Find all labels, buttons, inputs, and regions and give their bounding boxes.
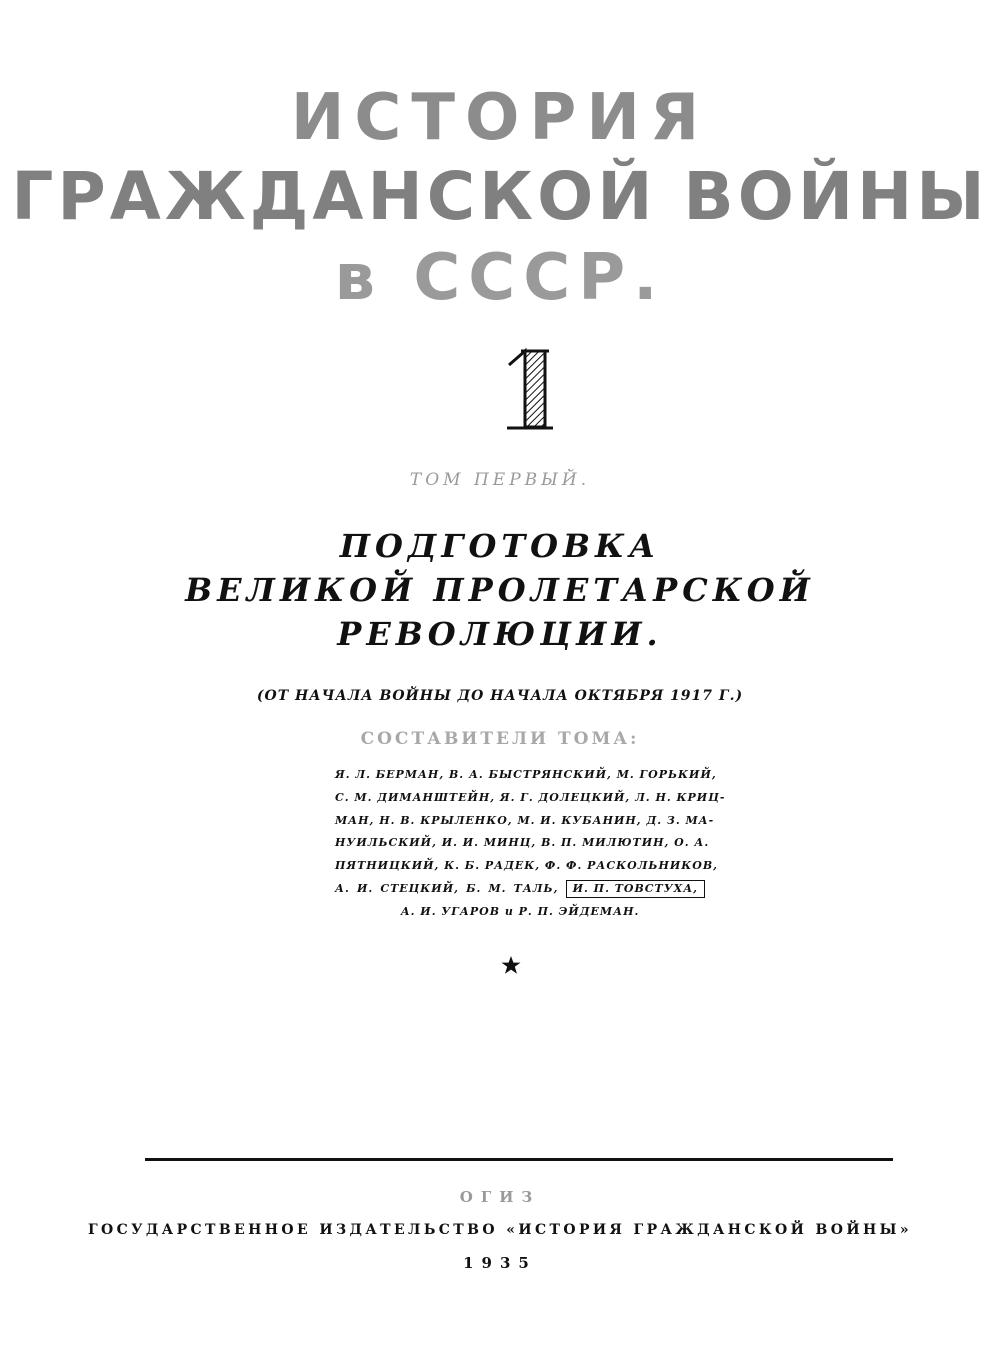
publisher-short: ОГИЗ bbox=[459, 1188, 541, 1206]
main-title-line-3: в СССР. bbox=[334, 241, 666, 315]
compilers-line: НУИЛЬСКИЙ, И. И. МИНЦ, В. П. МИЛЮТИН, О. А. bbox=[335, 836, 710, 850]
star-icon bbox=[501, 955, 521, 975]
publisher-full: ГОСУДАРСТВЕННОЕ ИЗДАТЕЛЬСТВО «ИСТОРИЯ ГРАЖДАНСКОЙ ВОЙНЫ» bbox=[87, 1222, 913, 1238]
compilers-line-with-box bbox=[335, 878, 705, 901]
compilers-list bbox=[335, 764, 726, 924]
period-note: (ОТ НАЧАЛА ВОЙНЫ ДО НАЧАЛА ОКТЯБРЯ 1917 Г.) bbox=[256, 688, 744, 704]
main-title-line-1: ИСТОРИЯ bbox=[290, 81, 710, 155]
horizontal-rule bbox=[145, 1158, 893, 1161]
subtitle-line-1: ПОДГОТОВКА bbox=[339, 527, 661, 565]
compilers-line: С. М. ДИМАНШТЕЙН, Я. Г. ДОЛЕЦКИЙ, Л. Н. КРИЦ- bbox=[335, 790, 726, 804]
compilers-line: Я. Л. БЕРМАН, В. А. БЫСТРЯНСКИЙ, М. ГОРЬКИЙ, bbox=[335, 768, 717, 781]
volume-label: ТОМ ПЕРВЫЙ. bbox=[409, 470, 591, 490]
subtitle-line-2: ВЕЛИКОЙ ПРОЛЕТАРСКОЙ bbox=[185, 571, 815, 609]
compilers-heading: СОСТАВИТЕЛИ ТОМА: bbox=[360, 729, 640, 749]
publication-year: 1935 bbox=[463, 1254, 537, 1272]
compilers-line-text: А. И. СТЕЦКИЙ, Б. М. ТАЛЬ, bbox=[335, 881, 559, 895]
main-title-line-2: ГРАЖДАНСКОЙ ВОЙНЫ bbox=[11, 158, 989, 235]
boxed-name: И. П. ТОВСТУХА, bbox=[566, 880, 705, 898]
subtitle-line-3: РЕВОЛЮЦИИ. bbox=[337, 615, 663, 653]
compilers-line: ПЯТНИЦКИЙ, К. Б. РАДЕК, Ф. Ф. РАСКОЛЬНИКОВ, bbox=[335, 859, 719, 873]
compilers-line: МАН, Н. В. КРЫЛЕНКО, М. И. КУБАНИН, Д. З. МА- bbox=[335, 813, 715, 827]
compilers-line: А. И. УГАРОВ и Р. П. ЭЙДЕМАН. bbox=[400, 904, 640, 918]
volume-numeral-1-graphic bbox=[495, 345, 559, 435]
